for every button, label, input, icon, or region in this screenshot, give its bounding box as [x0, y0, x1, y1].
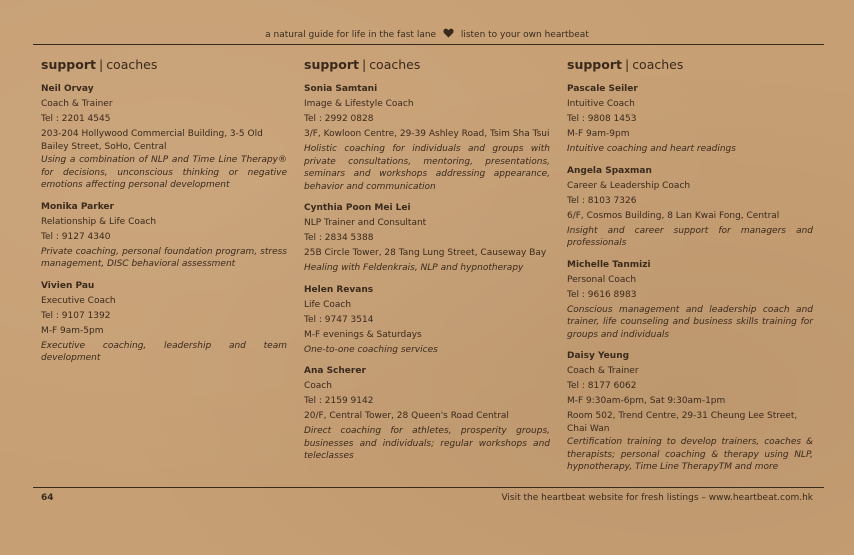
listing-address: Room 502, Trend Centre, 29-31 Cheung Lee Street, Chai Wan: [567, 411, 798, 434]
listing-entry: [304, 201, 550, 275]
column-3: [567, 57, 813, 482]
listing-phone: Tel : 9747 3514: [304, 314, 374, 325]
listing-role: Executive Coach: [41, 295, 116, 306]
listing-description: Insight and career support for managers and professionals: [567, 225, 813, 248]
listing-role: Life Coach: [304, 299, 352, 310]
listing-name: Daisy Yeung: [567, 351, 630, 361]
listing-description: Using a combination of NLP and Time Line Therapy® for decisions, unconscious thinking or negative emotions affecting personal development: [41, 155, 287, 190]
section-heading: support | coaches: [567, 57, 684, 72]
listing-name: Monika Parker: [41, 201, 114, 212]
listing-hours: M-F 9:30am-6pm, Sat 9:30am-1pm: [567, 396, 726, 406]
listing-phone: Tel : 2834 5388: [304, 233, 374, 243]
listing-name: Pascale Seiler: [567, 84, 638, 94]
column-1: [41, 57, 287, 373]
listing-name: Ana Scherer: [304, 366, 366, 376]
tagline-left: a natural guide for life in the fast lane: [265, 30, 437, 40]
listing-entry: [567, 164, 813, 250]
column-2: [304, 57, 550, 471]
listing-role: NLP Trainer and Consultant: [304, 218, 427, 228]
listing-hours: M-F evenings & Saturdays: [304, 329, 422, 340]
listing-entry: [567, 349, 813, 474]
listing-description: One-to-one coaching services: [304, 344, 438, 355]
listing-phone: Tel : 2201 4545: [41, 114, 111, 124]
listing-entry: [304, 82, 550, 193]
listing-hours: M-F 9am-9pm: [567, 129, 630, 139]
listing-phone: Tel : 9127 4340: [41, 231, 111, 242]
listing-description: Executive coaching, leadership and team development: [41, 340, 287, 363]
listing-entry: [567, 82, 813, 156]
listing-phone: Tel : 8103 7326: [567, 195, 637, 206]
listing-phone: Tel : 2159 9142: [304, 396, 374, 406]
listing-entry: [567, 258, 813, 342]
listing-address: 203-204 Hollywood Commercial Building, 3-5 Old Bailey Street, SoHo, Central: [41, 129, 263, 152]
listing-entry: [304, 283, 550, 357]
listing-address: 6/F, Cosmos Building, 8 Lan Kwai Fong, Central: [567, 210, 780, 221]
listing-role: Personal Coach: [567, 274, 637, 285]
listing-description: Healing with Feldenkrais, NLP and hypnotherapy: [304, 263, 524, 273]
listing-name: Cynthia Poon Mei Lei: [304, 203, 411, 213]
listing-description: Conscious management and leadership coach and trainer, life counseling and business skills training for groups and individuals: [567, 304, 813, 340]
listing-name: Michelle Tanmizi: [567, 259, 651, 270]
section-heading: support | coaches: [304, 57, 421, 72]
listing-entry: [41, 82, 287, 192]
listing-description: Certification training to develop trainers, coaches & therapists; personal coaching & therapy using NLP, hypnotherapy, Time Line TherapyTM and more: [567, 437, 813, 472]
listing-address: 3/F, Kowloon Centre, 29-39 Ashley Road, Tsim Sha Tsui: [304, 129, 550, 139]
section-heading: support | coaches: [41, 57, 158, 72]
listing-role: Intuitive Coach: [567, 99, 635, 109]
listing-description: Intuitive coaching and heart readings: [567, 144, 736, 154]
listing-hours: M-F 9am-5pm: [41, 325, 104, 336]
listing-description: Holistic coaching for individuals and groups with private consultations, mentoring, presentations, seminars and workshops addressing appearance, behavior and communication: [304, 144, 550, 192]
listing-role: Image & Lifestyle Coach: [304, 99, 414, 109]
listing-entry: [41, 279, 287, 365]
listing-name: Helen Revans: [304, 284, 374, 295]
listing-phone: Tel : 8177 6062: [567, 381, 637, 391]
tagline-right: listen to your own heartbeat: [460, 30, 589, 40]
listing-role: Career & Leadership Coach: [567, 180, 691, 191]
listing-entry: [304, 364, 550, 463]
tagline: [0, 28, 854, 40]
listing-role: Coach & Trainer: [41, 99, 113, 109]
listing-address: 25B Circle Tower, 28 Tang Lung Street, Causeway Bay: [304, 248, 547, 258]
listing-name: Sonia Samtani: [304, 84, 378, 94]
listing-phone: Tel : 9107 1392: [41, 310, 111, 321]
listing-role: Coach: [304, 381, 332, 391]
listing-name: Vivien Pau: [41, 280, 95, 291]
listing-role: Coach & Trainer: [567, 366, 639, 376]
listing-name: Neil Orvay: [41, 84, 94, 94]
listing-phone: Tel : 9808 1453: [567, 114, 637, 124]
listing-address: 20/F, Central Tower, 28 Queen's Road Central: [304, 411, 509, 421]
listing-name: Angela Spaxman: [567, 165, 652, 176]
bottom-rule: [33, 487, 824, 488]
page-number: 64: [41, 493, 54, 503]
listing-description: Direct coaching for athletes, prosperity groups, businesses and individuals; regular workshops and teleclasses: [304, 426, 550, 461]
top-rule: [33, 44, 824, 45]
listing-description: Private coaching, personal foundation program, stress management, DISC behavioral assessment: [41, 246, 287, 269]
heart-icon: [443, 28, 454, 38]
website-link[interactable]: Visit the heartbeat website for fresh listings – www.heartbeat.com.hk: [501, 493, 813, 503]
listing-entry: [41, 200, 287, 271]
listing-phone: Tel : 9616 8983: [567, 289, 637, 300]
listing-phone: Tel : 2992 0828: [304, 114, 374, 124]
listing-role: Relationship & Life Coach: [41, 216, 157, 227]
